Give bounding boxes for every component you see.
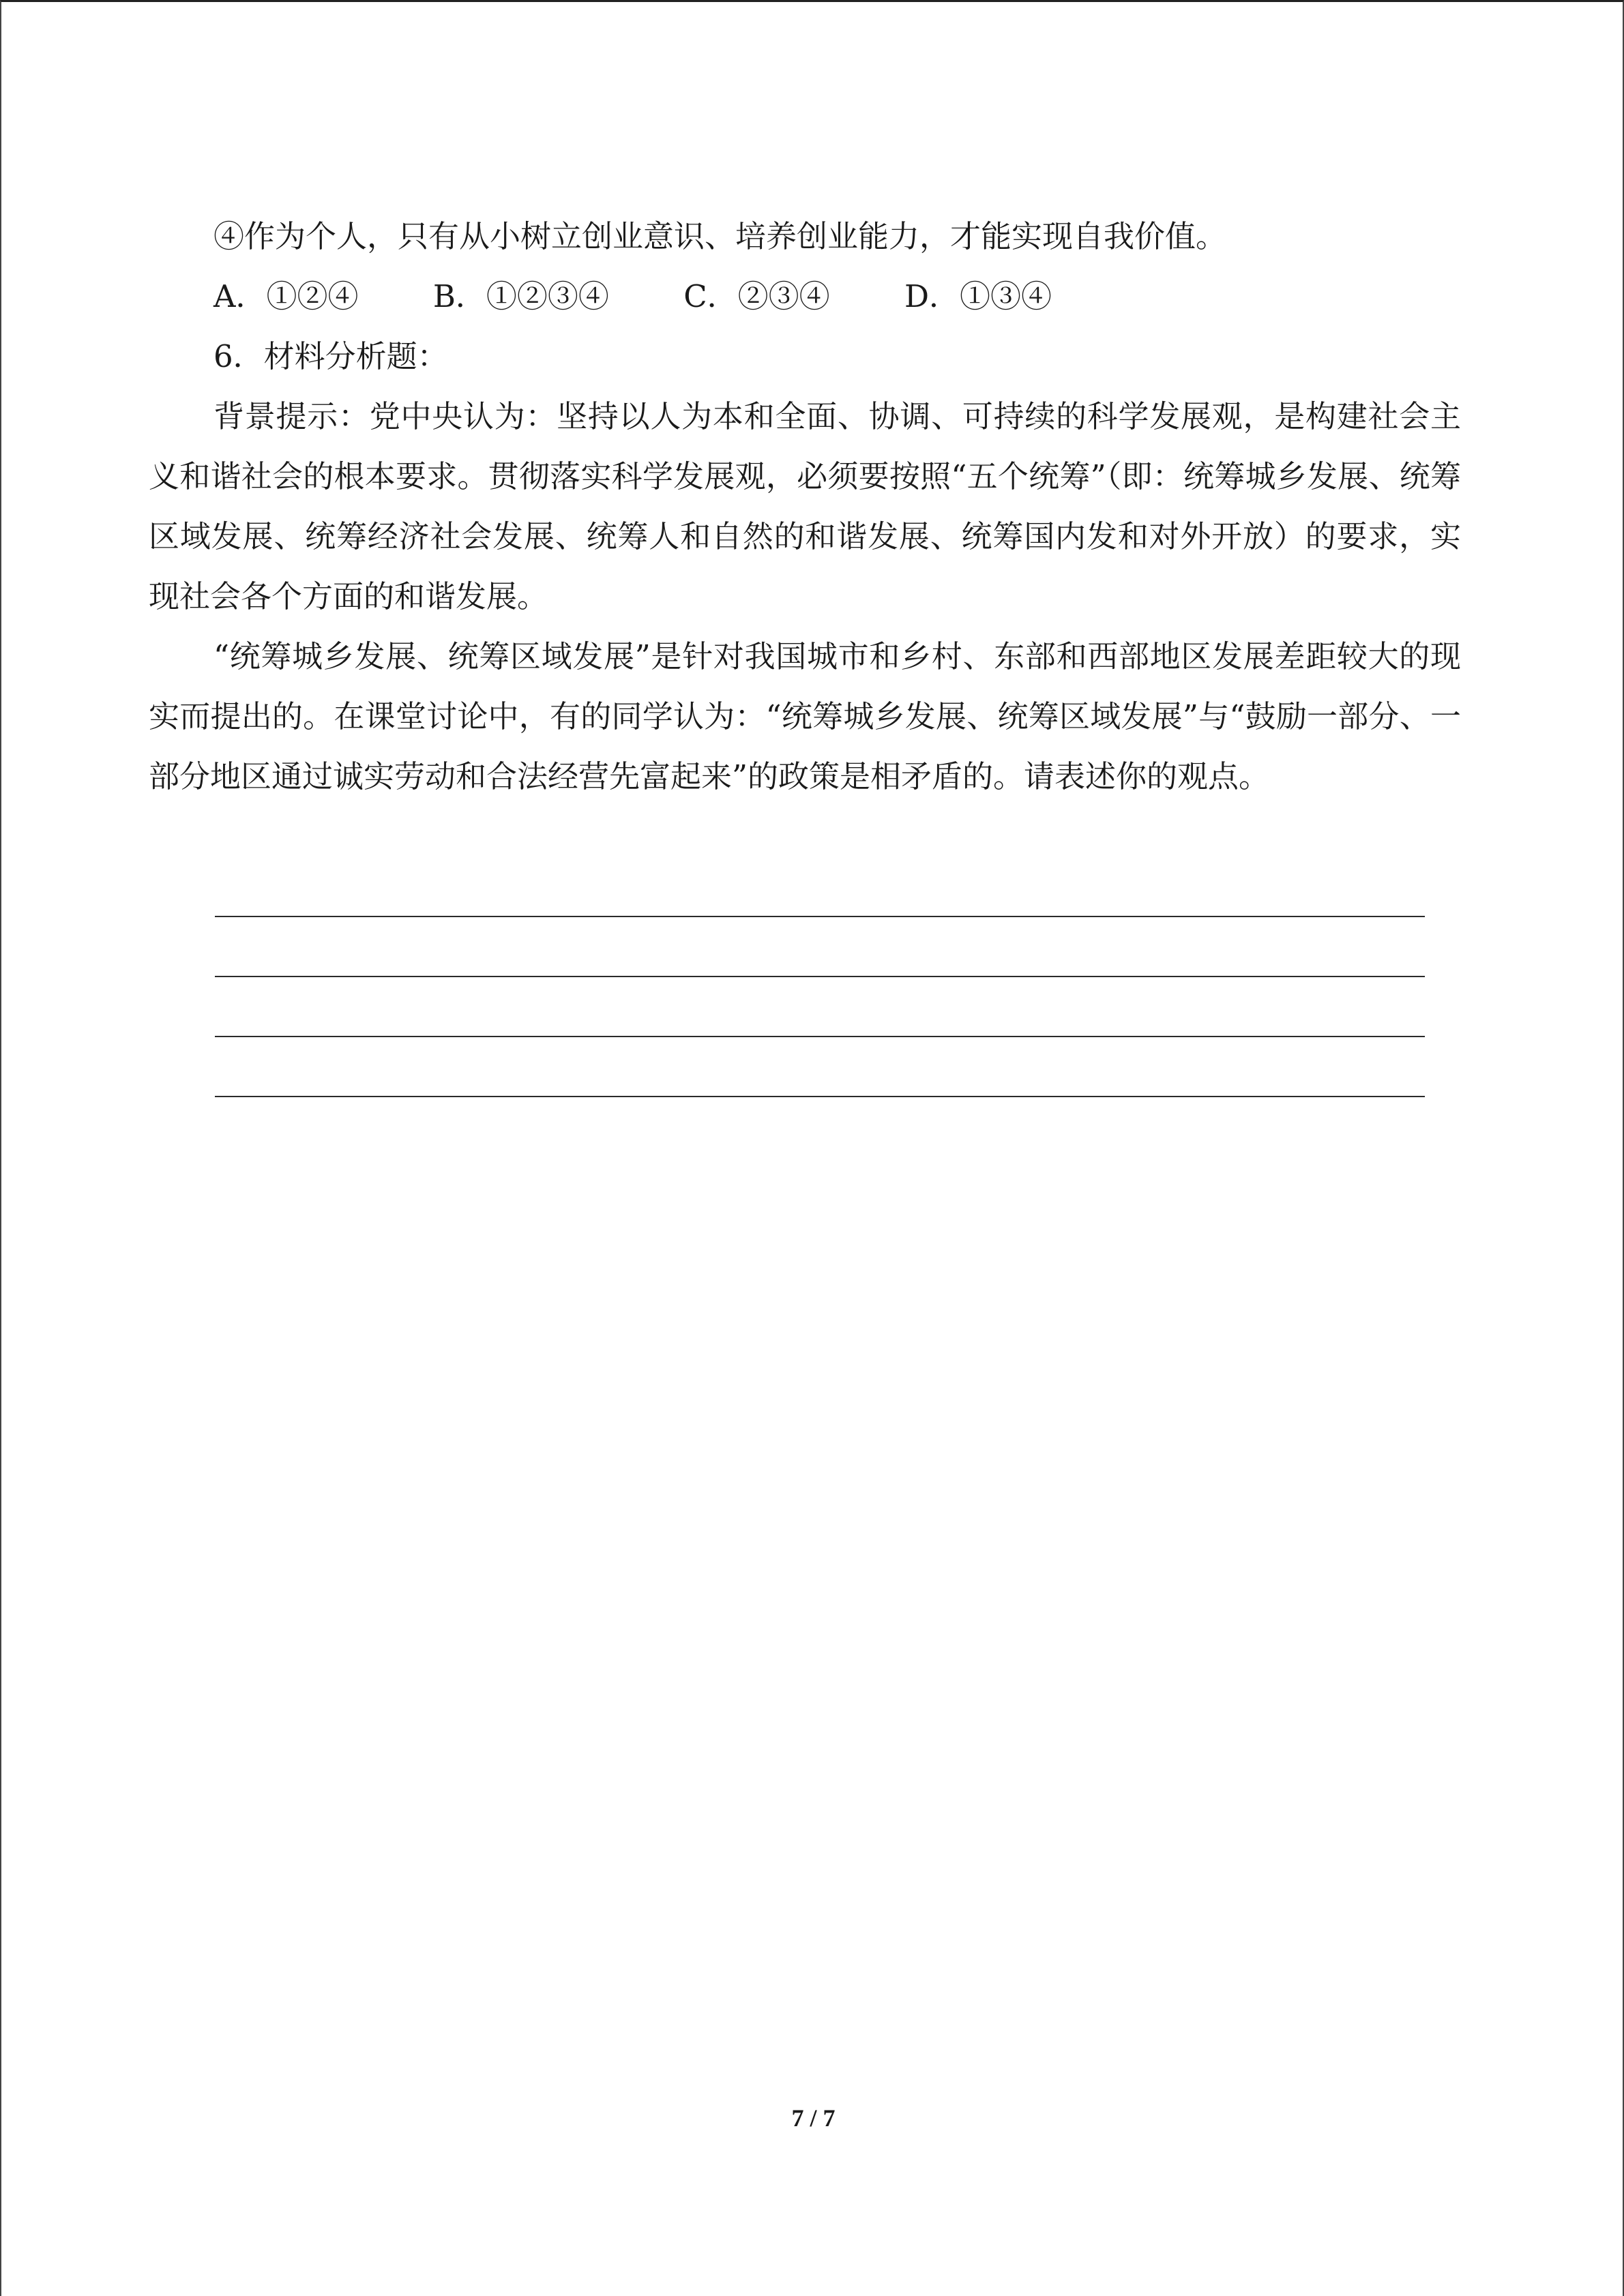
answer-area[interactable]	[215, 916, 1425, 1156]
answer-options	[149, 267, 1461, 327]
background-paragraph: 背景提示：党中央认为：坚持以人为本和全面、协调、可持续的科学发展观，是构建社会主义和谐社会的根本要求。贯彻落实科学发展观，必须要按照“五个统筹”（即：统筹城乡发展、统筹区域发展、统筹经济社会发展、统筹人和自然的和谐发展、统筹国内发和对外开放）的要求，实现社会各个方面的和谐发展。	[149, 398, 1461, 614]
page-content	[149, 207, 1461, 807]
option-c[interactable]: C．②③④	[683, 278, 830, 314]
answer-line[interactable]	[215, 1096, 1425, 1097]
statement-item-4: ④作为个人，只有从小树立创业意识、培养创业能力，才能实现自我价值。	[213, 218, 1227, 254]
option-a[interactable]: A．①②④	[213, 278, 359, 314]
page-number: 7 / 7	[791, 2104, 836, 2132]
discussion-paragraph: “统筹城乡发展、统筹区域发展”是针对我国城市和乡村、东部和西部地区发展差距较大的现实而提出的。在课堂讨论中，有的同学认为：“统筹城乡发展、统筹区域发展”与“鼓励一部分、一部分地区通过诚实劳动和合法经营先富起来”的政策是相矛盾的。请表述你的观点。	[149, 638, 1461, 794]
option-b[interactable]: B．①②③④	[432, 278, 609, 314]
answer-line[interactable]	[215, 916, 1425, 917]
option-d[interactable]: D．①③④	[904, 278, 1052, 314]
question-6-title: 6．材料分析题：	[213, 338, 448, 374]
answer-line[interactable]	[215, 1036, 1425, 1037]
answer-line[interactable]	[215, 976, 1425, 977]
